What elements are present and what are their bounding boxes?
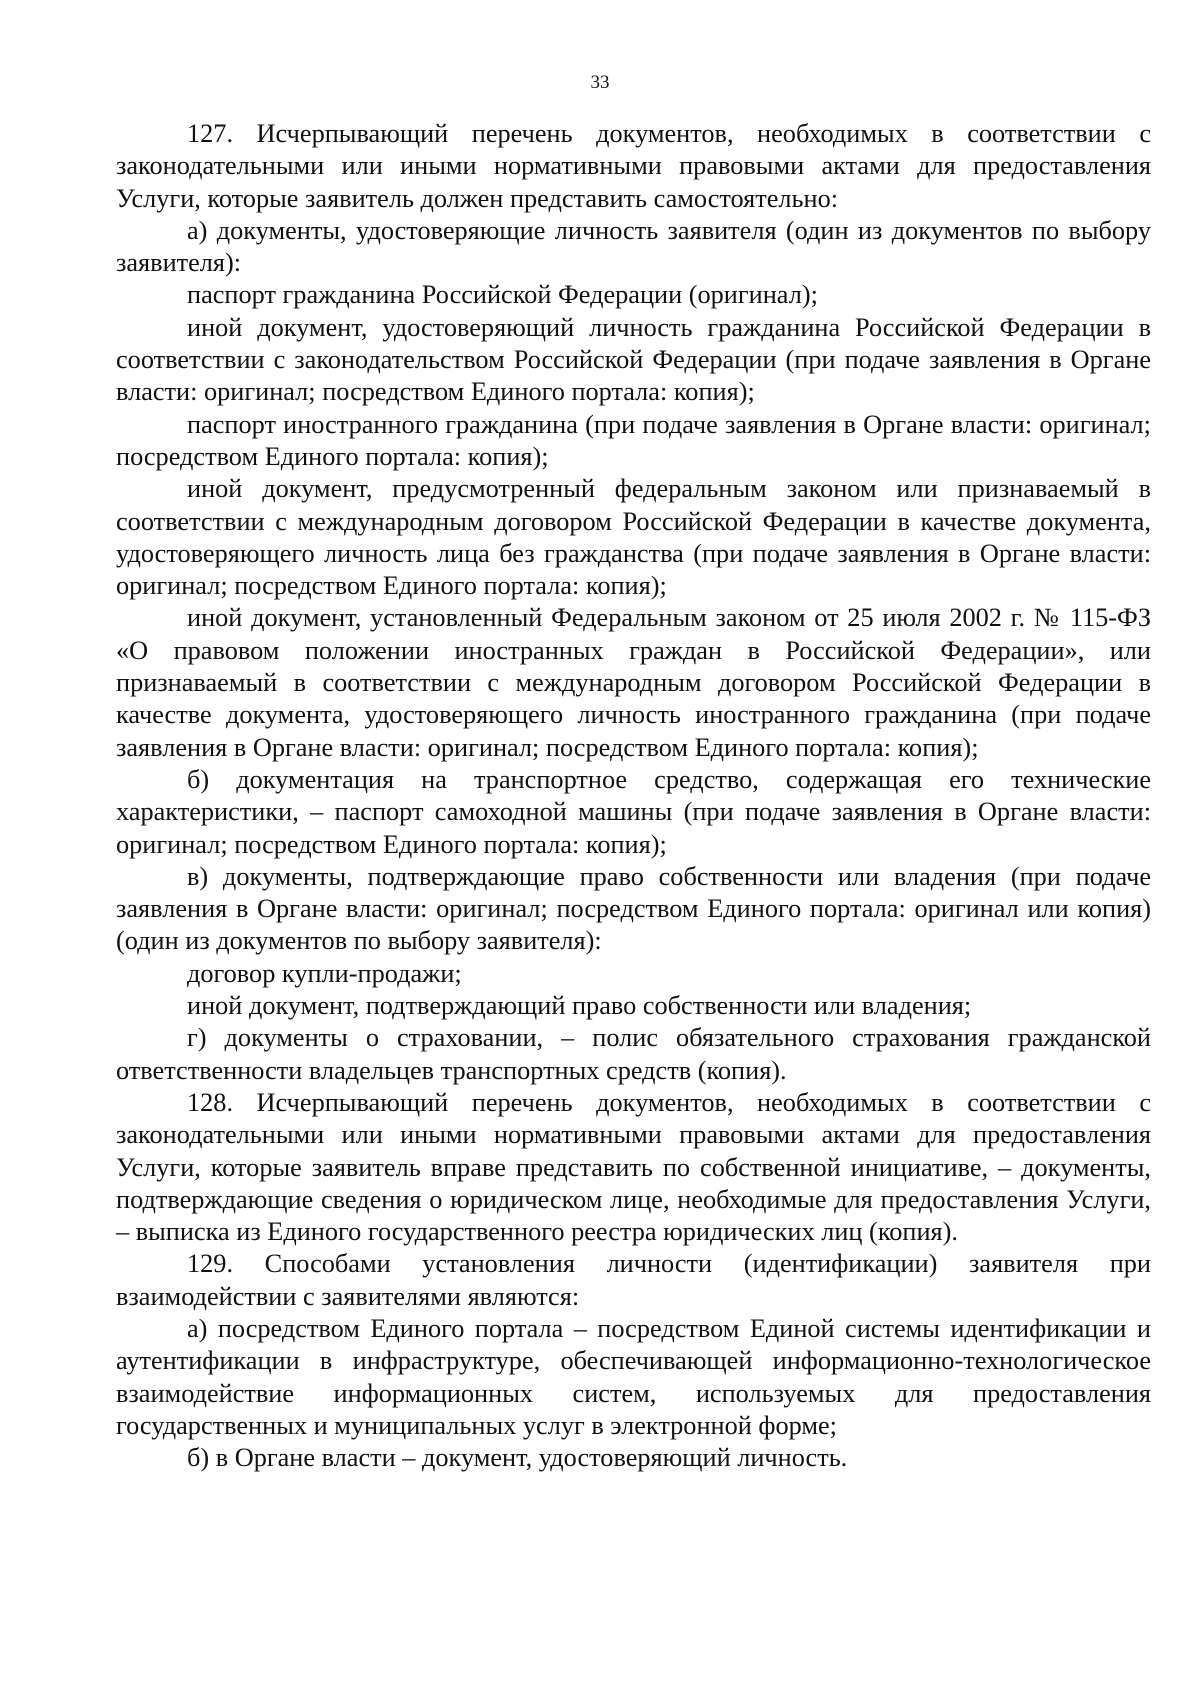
paragraph-127-b: б) документация на транспортное средство, содержащая его технические характеристики, – паспорт самоходной машины (при подаче заявления в Органе власти: оригинал; посредством Единого портала: копия); <box>116 764 1151 859</box>
paragraph-passport-rf: паспорт гражданина Российской Федерации (оригинал); <box>187 280 818 310</box>
paragraph-127-g: г) документы о страховании, – полис обязательного страхования гражданской ответственности владельцев транспортных средств (копия). <box>116 1023 1151 1085</box>
paragraph-127-a: а) документы, удостоверяющие личность заявителя (один из документов по выбору заявителя): <box>116 215 1151 278</box>
paragraph-129-b: б) в Органе власти – документ, удостоверяющий личность. <box>187 1443 848 1473</box>
document-body <box>116 118 1151 1474</box>
paragraph-127-intro: 127. Исчерпывающий перечень документов, необходимых в соответствии с законодательными или иными нормативными правовыми актами для предоставления Услуги, которые заявитель должен представить самостоятельно: <box>116 119 1151 213</box>
paragraph-129-a: а) посредством Единого портала – посредством Единой системы идентификации и аутентификации в инфраструктуре, обеспечивающей информационно-технологическое взаимодействие информационных систем, используемых для предоставления государственных и муниципальных услуг в электронной форме; <box>116 1313 1151 1440</box>
paragraph-federal-law-id: иной документ, установленный Федеральным законом от 25 июля 2002 г. № 115-ФЗ «О правовом положении иностранных граждан в Российской Федерации», или признаваемый в соответствии с международным договором Российской Федерации в качестве документа, удостоверяющего личность иностранного гражданина (при подаче заявления в Органе власти: оригинал; посредством Единого портала: копия); <box>116 603 1151 762</box>
paragraph-other-ownership-doc: иной документ, подтверждающий право собственности или владения; <box>187 991 972 1021</box>
paragraph-stateless-id: иной документ, предусмотренный федеральным законом или признаваемый в соответствии с международным договором Российской Федерации в качестве документа, удостоверяющего личность лица без гражданства (при подаче заявления в Органе власти: оригинал; посредством Единого портала: копия); <box>116 474 1151 601</box>
paragraph-foreign-passport: паспорт иностранного гражданина (при подаче заявления в Органе власти: оригинал; посредством Единого портала: копия); <box>116 409 1151 471</box>
paragraph-other-id-rf: иной документ, удостоверяющий личность гражданина Российской Федерации в соответствии с законодательством Российской Федерации (при подаче заявления в Органе власти: оригинал; посредством Единого портала: копия); <box>116 312 1151 407</box>
paragraph-127-v: в) документы, подтверждающие право собственности или владения (при подаче заявления в Органе власти: оригинал; посредством Единого портала: оригинал или копия) (один из документов по выбору заявителя): <box>116 861 1151 956</box>
paragraph-128: 128. Исчерпывающий перечень документов, необходимых в соответствии с законодательными или иными нормативными правовыми актами для предоставления Услуги, которые заявитель вправе представить по собственной инициативе, – документы, подтверждающие сведения о юридическом лице, необходимые для предоставления Услуги, – выписка из Единого государственного реестра юридических лиц (копия). <box>116 1087 1151 1247</box>
paragraph-sale-contract: договор купли-продажи; <box>187 958 462 988</box>
page-number: 33 <box>590 72 610 93</box>
paragraph-129-intro: 129. Способами установления личности (идентификации) заявителя при взаимодействии с заявителями являются: <box>116 1249 1151 1311</box>
